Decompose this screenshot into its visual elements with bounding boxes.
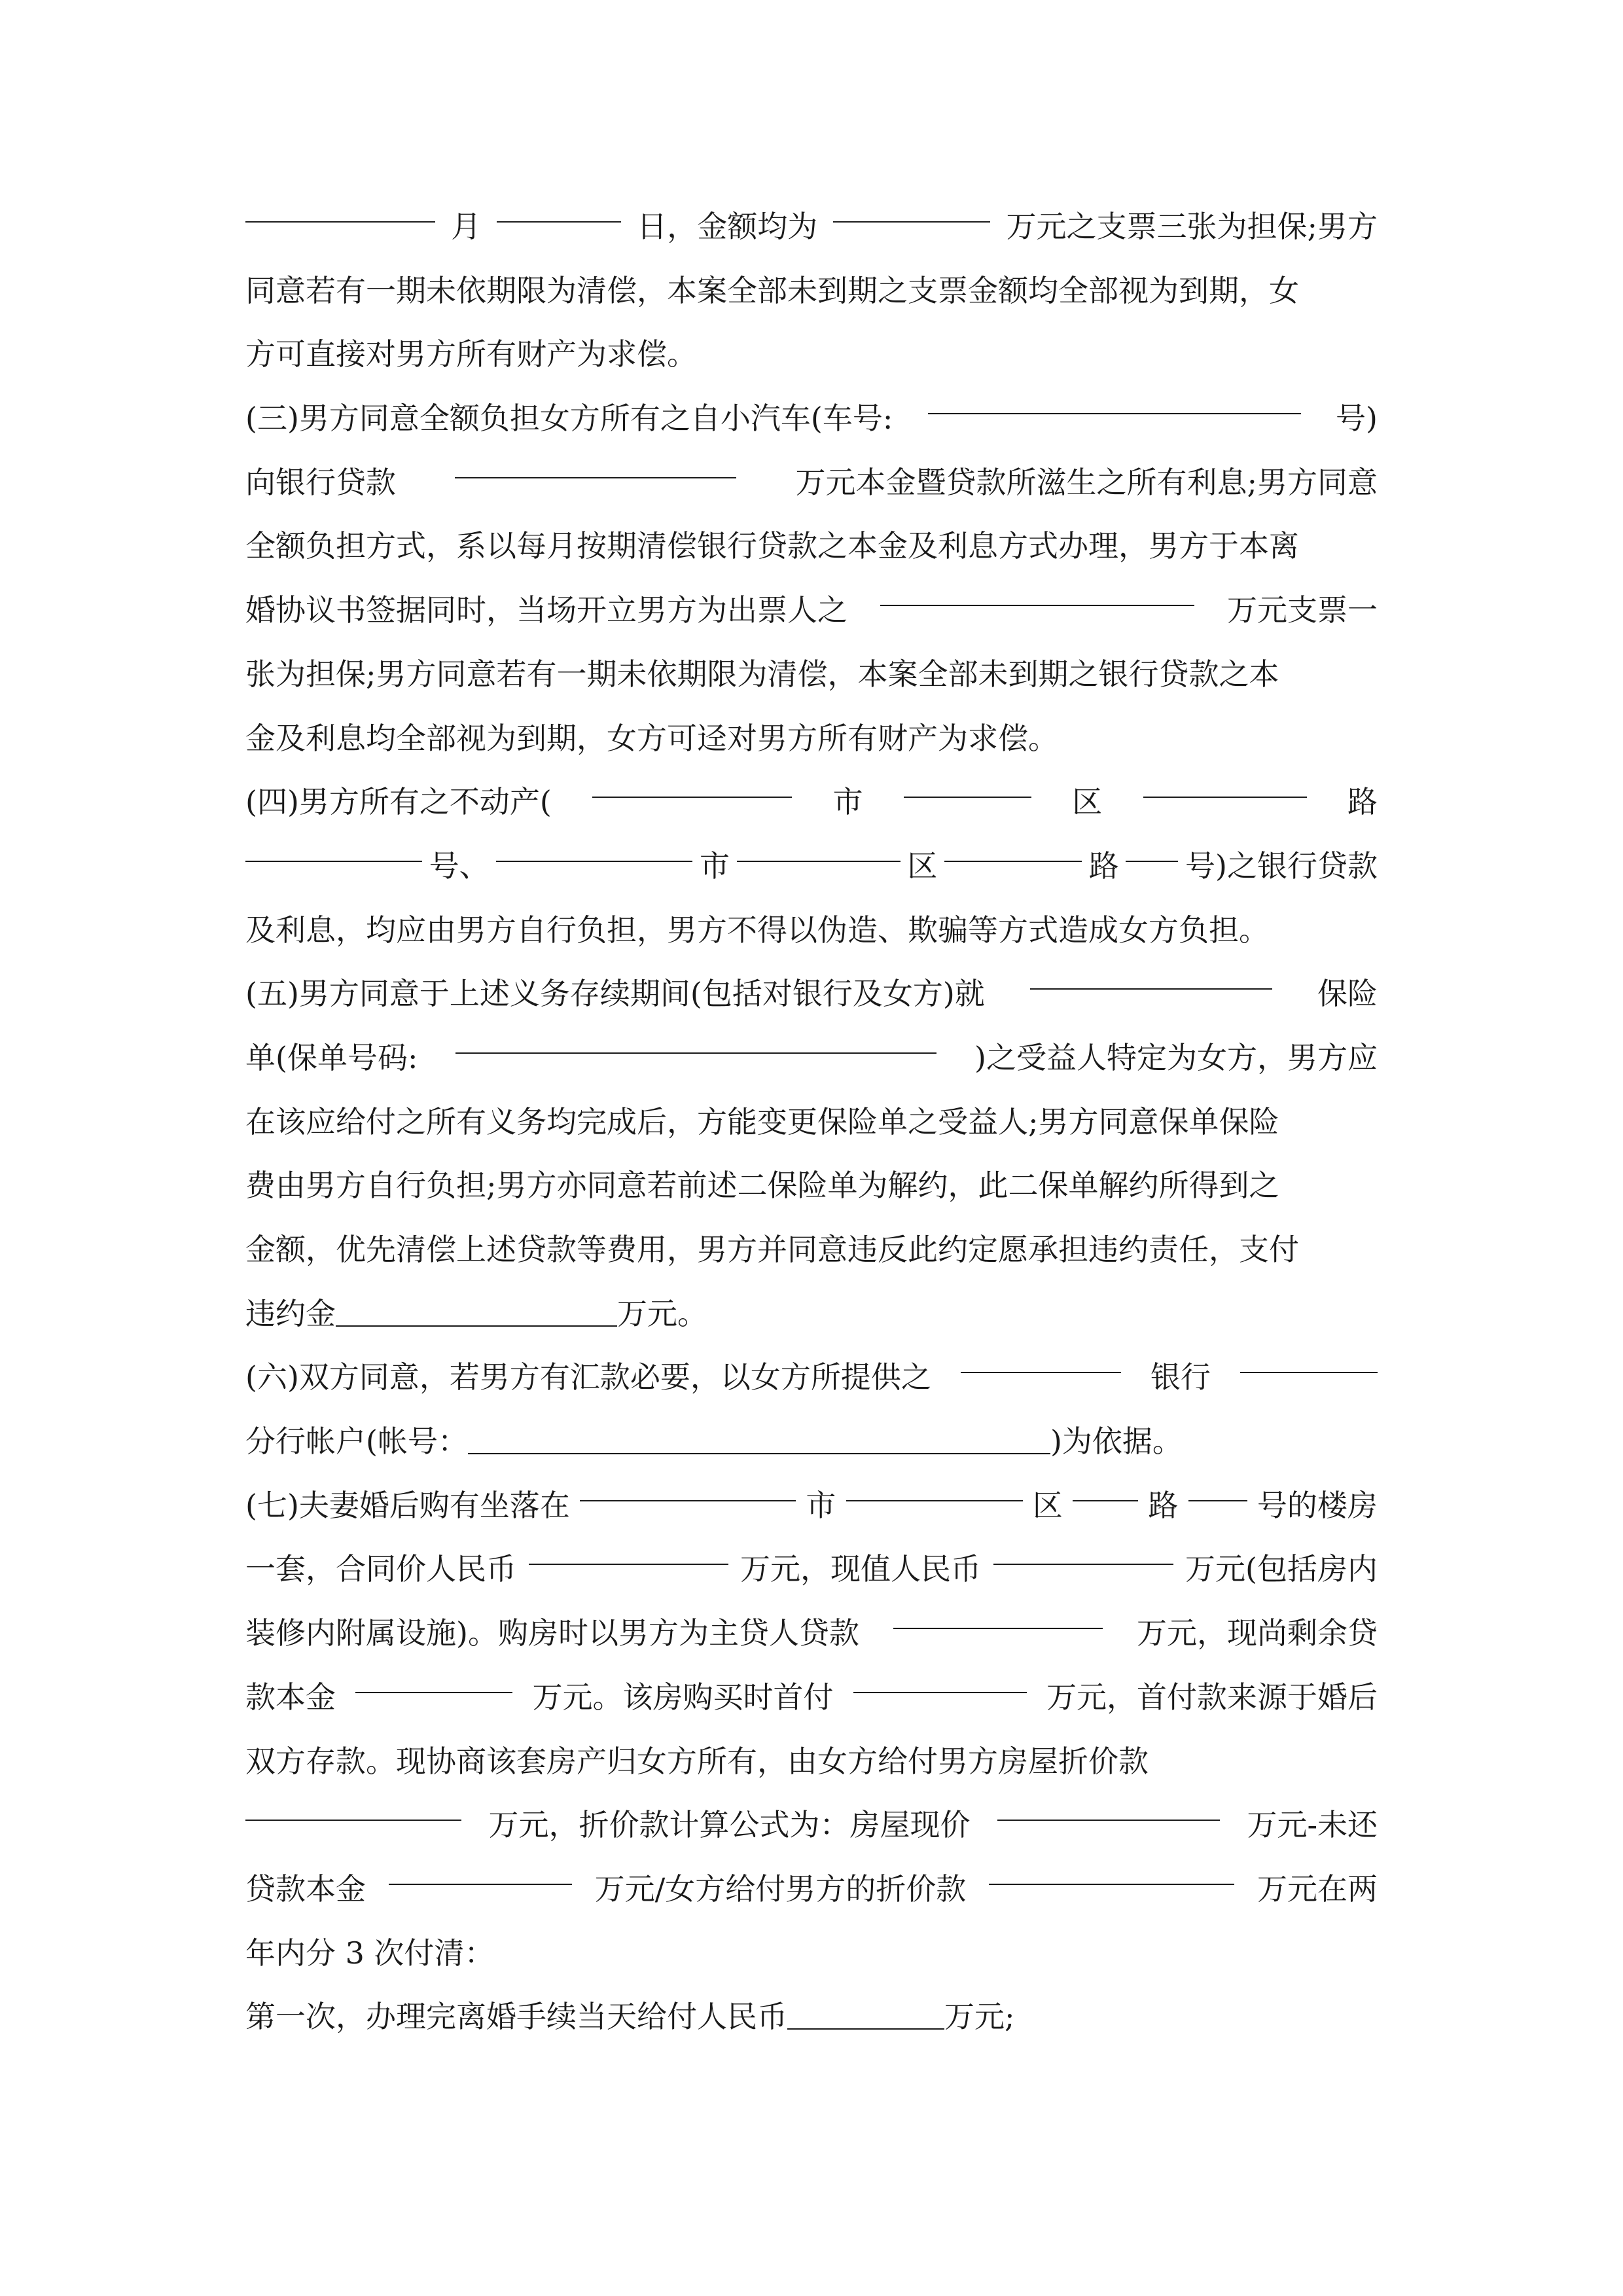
- fill-in-blank: [245, 195, 435, 223]
- text-segment: (三)男方同意全额负担女方所有之自小汽车(车号:: [245, 401, 893, 437]
- fill-in-blank: [853, 1666, 1027, 1693]
- fill-in-blank: [389, 1857, 572, 1885]
- text-segment: 费由男方自行负担;男方亦同意若前述二保险单为解约，此二保单解约所得到之: [245, 1168, 1279, 1204]
- text-line: [245, 1474, 1378, 1538]
- fill-in-blank: [993, 1537, 1173, 1565]
- text-line: [245, 1410, 1378, 1474]
- fill-in-blank: [455, 1026, 936, 1054]
- text-line: [245, 259, 1378, 323]
- text-segment: 年内分 3 次付清：: [245, 1935, 495, 1971]
- text-segment: 万元;: [944, 1999, 1015, 2035]
- text-segment: 双方存款。现协商该套房产归女方所有，由女方给付男方房屋折价款: [245, 1743, 1149, 1779]
- fill-in-blank: [787, 2002, 944, 2030]
- text-line: [245, 387, 1378, 451]
- text-line: [245, 1857, 1378, 1922]
- text-segment: 区: [1032, 1487, 1063, 1523]
- text-segment: 号)之银行贷款: [1185, 848, 1378, 884]
- fill-in-blank: [1073, 1474, 1138, 1501]
- text-line: [245, 514, 1378, 579]
- text-line: [245, 1218, 1378, 1282]
- fill-in-blank: [355, 1666, 512, 1693]
- text-segment: 万元(包括房内: [1185, 1551, 1378, 1587]
- text-segment: (六)双方同意，若男方有汇款必要，以女方所提供之: [245, 1359, 931, 1395]
- text-line: [245, 899, 1378, 963]
- fill-in-blank: [944, 834, 1082, 862]
- agreement-text-body: [245, 195, 1378, 2049]
- fill-in-blank: [455, 451, 736, 478]
- text-line: [245, 1602, 1378, 1666]
- text-line: [245, 451, 1378, 515]
- text-segment: 全额负担方式，系以每月按期清偿银行贷款之本金及利息方式办理，男方于本离: [245, 528, 1299, 564]
- text-line: [245, 1346, 1378, 1410]
- text-segment: 婚协议书签据同时，当场开立男方为出票人之: [245, 592, 847, 628]
- text-segment: 号的楼房: [1257, 1487, 1378, 1523]
- text-segment: (七)夫妻婚后购有坐落在: [245, 1487, 570, 1523]
- text-line: [245, 707, 1378, 771]
- fill-in-blank: [245, 1793, 461, 1821]
- text-segment: 日，金额均为: [637, 209, 818, 244]
- fill-in-blank: [1126, 834, 1178, 862]
- text-segment: 装修内附属设施)。购房时以男方为主贷人贷款: [245, 1615, 859, 1651]
- text-segment: 向银行贷款: [245, 464, 396, 500]
- text-segment: 保险: [1317, 976, 1378, 1012]
- text-segment: 在该应给付之所有义务均完成后，方能变更保险单之受益人;男方同意保单保险: [245, 1103, 1279, 1139]
- text-segment: (四)男方所有之不动产(: [245, 784, 552, 820]
- fill-in-blank: [989, 1857, 1234, 1885]
- fill-in-blank: [468, 1427, 1050, 1454]
- text-segment: 路: [1347, 784, 1378, 820]
- text-segment: 区: [907, 848, 938, 884]
- text-segment: 及利息，均应由男方自行负担，男方不得以伪造、欺骗等方式造成女方负担。: [245, 912, 1269, 948]
- text-line: [245, 962, 1378, 1026]
- text-segment: 万元。该房购买时首付: [532, 1679, 834, 1715]
- fill-in-blank: [496, 834, 692, 862]
- fill-in-blank: [1030, 962, 1272, 990]
- text-line: [245, 1537, 1378, 1602]
- text-segment: 万元/女方给付男方的折价款: [594, 1871, 967, 1907]
- text-segment: 市: [806, 1487, 836, 1523]
- text-line: [245, 579, 1378, 643]
- text-segment: 万元，现尚剩余贷: [1136, 1615, 1378, 1651]
- fill-in-blank: [336, 1299, 617, 1327]
- fill-in-blank: [880, 579, 1194, 606]
- fill-in-blank: [1188, 1474, 1247, 1501]
- text-segment: 万元之支票三张为担保;男方: [1006, 209, 1378, 244]
- text-segment: 号): [1336, 401, 1378, 437]
- text-segment: 万元，折价款计算公式为：房屋现价: [488, 1807, 971, 1843]
- text-segment: 路: [1148, 1487, 1179, 1523]
- text-segment: 方可直接对男方所有财产为求偿。: [245, 336, 697, 372]
- fill-in-blank: [1143, 770, 1307, 798]
- text-segment: 万元在两: [1257, 1871, 1378, 1907]
- text-segment: 第一次，办理完离婚手续当天给付人民币: [245, 1999, 787, 2035]
- text-line: [245, 1922, 1378, 1986]
- text-line: [245, 770, 1378, 834]
- text-segment: 市: [832, 784, 863, 820]
- text-line: [245, 643, 1378, 707]
- text-segment: 区: [1072, 784, 1103, 820]
- fill-in-blank: [1240, 1346, 1378, 1373]
- text-segment: 银行: [1150, 1359, 1211, 1395]
- text-line: [245, 1730, 1378, 1794]
- text-segment: 万元本金暨贷款所滋生之所有利息;男方同意: [795, 464, 1378, 500]
- text-segment: (五)男方同意于上述义务存续期间(包括对银行及女方)就: [245, 976, 985, 1012]
- text-line: [245, 1154, 1378, 1218]
- text-segment: 一套，合同价人民币: [245, 1551, 516, 1587]
- text-segment: 贷款本金: [245, 1871, 366, 1907]
- text-line: [245, 834, 1378, 899]
- fill-in-blank: [497, 195, 621, 223]
- text-line: [245, 195, 1378, 259]
- text-line: [245, 1793, 1378, 1857]
- text-segment: 张为担保;男方同意若有一期未依期限为清偿，本案全部未到期之银行贷款之本: [245, 656, 1279, 692]
- text-segment: 万元，现值人民币: [740, 1551, 981, 1587]
- fill-in-blank: [580, 1474, 796, 1501]
- text-line: [245, 1985, 1378, 2049]
- fill-in-blank: [893, 1602, 1103, 1629]
- text-segment: 号、: [429, 848, 490, 884]
- text-line: [245, 1090, 1378, 1155]
- text-segment: )为依据。: [1050, 1424, 1183, 1460]
- text-segment: 万元。: [617, 1295, 707, 1331]
- text-line: [245, 1026, 1378, 1090]
- fill-in-blank: [928, 387, 1301, 414]
- text-segment: 市: [700, 848, 730, 884]
- fill-in-blank: [737, 834, 901, 862]
- text-segment: 万元，首付款来源于婚后: [1046, 1679, 1378, 1715]
- text-line: [245, 323, 1378, 387]
- text-segment: 月: [451, 209, 482, 244]
- text-segment: 路: [1088, 848, 1119, 884]
- text-segment: 同意若有一期未依期限为清偿，本案全部未到期之支票金额均全部视为到期，女: [245, 272, 1299, 308]
- text-line: [245, 1666, 1378, 1730]
- text-segment: )之受益人特定为女方，男方应: [974, 1039, 1378, 1075]
- text-segment: 金额，优先清偿上述贷款等费用，男方并同意违反此约定愿承担违约责任，支付: [245, 1232, 1299, 1267]
- fill-in-blank: [904, 770, 1031, 798]
- fill-in-blank: [997, 1793, 1220, 1821]
- fill-in-blank: [592, 770, 792, 798]
- text-line: [245, 1282, 1378, 1346]
- text-segment: 金及利息均全部视为到期，女方可迳对男方所有财产为求偿。: [245, 720, 1058, 756]
- text-segment: 分行帐户(帐号：: [245, 1424, 468, 1460]
- text-segment: 违约金: [245, 1295, 336, 1331]
- fill-in-blank: [245, 834, 422, 862]
- fill-in-blank: [846, 1474, 1023, 1501]
- text-segment: 万元支票一: [1227, 592, 1378, 628]
- text-segment: 万元-未还: [1247, 1807, 1378, 1843]
- text-segment: 款本金: [245, 1679, 336, 1715]
- text-segment: 单(保单号码:: [245, 1039, 418, 1075]
- fill-in-blank: [961, 1346, 1121, 1373]
- fill-in-blank: [529, 1537, 728, 1565]
- fill-in-blank: [833, 195, 990, 223]
